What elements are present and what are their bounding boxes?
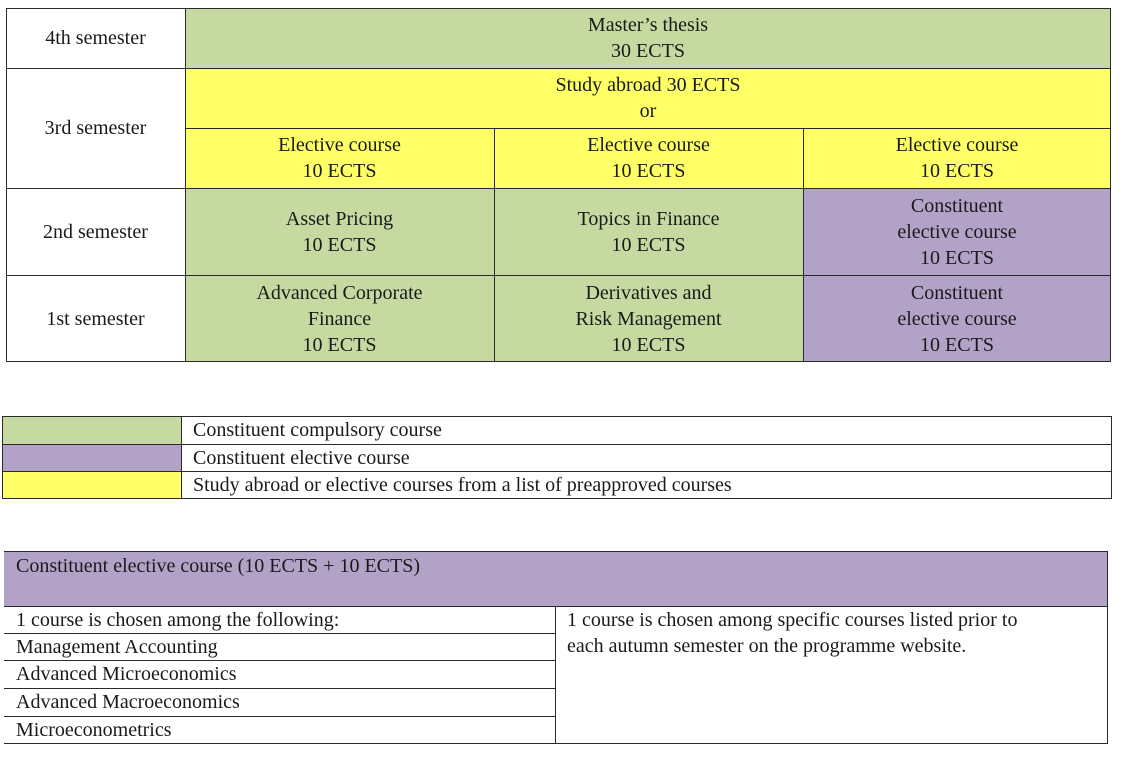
sem1-constituent-elective-cell: Constituent elective course 10 ECTS: [897, 281, 1017, 356]
grid-line: [185, 8, 186, 362]
sem2-constituent-elective-cell: Constituent elective course 10 ECTS: [897, 194, 1017, 269]
elective-course-item: Microeconometrics: [16, 719, 172, 741]
grid-line: [4, 716, 555, 717]
elective-course-cell-1: Elective course 10 ECTS: [278, 134, 401, 182]
elective-course-item: Management Accounting: [16, 635, 218, 658]
topics-in-finance-cell: Topics in Finance 10 ECTS: [577, 207, 720, 256]
grid-line: [1111, 416, 1112, 499]
elective-intro-text: 1 course is chosen among the following:: [16, 608, 340, 631]
legend-table: [2, 416, 1112, 499]
legend-label: Constituent elective course: [193, 446, 410, 469]
semester-label-4: 4th semester: [45, 27, 146, 49]
grid-line: [6, 68, 1111, 69]
legend-label: Study abroad or elective courses from a list of preapproved courses: [193, 474, 732, 496]
grid-line: [4, 606, 1108, 607]
legend-label: Constituent compulsory course: [193, 419, 442, 441]
elective-course-cell-3: Elective course 10 ECTS: [895, 134, 1019, 182]
asset-pricing-cell: Asset Pricing 10 ECTS: [285, 207, 394, 256]
semester-label-2: 2nd semester: [43, 220, 148, 243]
grid-line: [6, 361, 1111, 362]
grid-line: [6, 8, 7, 362]
grid-line: [803, 128, 804, 362]
grid-line: [4, 743, 1108, 744]
study-abroad-title: Study abroad 30 ECTS: [555, 74, 741, 96]
advanced-corporate-finance-cell: Advanced Corporate Finance 10 ECTS: [256, 281, 423, 356]
grid-line: [2, 416, 3, 499]
legend-swatch-yellow: [2, 471, 181, 499]
elective-table-header: Constituent elective course (10 ECTS + 10 ECTS): [16, 555, 420, 577]
thesis-title: Master’s thesis: [587, 14, 709, 36]
grid-line: [494, 128, 495, 362]
grid-line: [2, 471, 1112, 472]
elective-course-item: Advanced Microeconomics: [16, 663, 237, 685]
masters-thesis-cell: [185, 8, 1111, 68]
legend-swatch-purple: [2, 444, 181, 471]
grid-line: [4, 688, 555, 689]
grid-line: [2, 498, 1112, 499]
elective-course-cell-2: Elective course 10 ECTS: [587, 134, 710, 182]
grid-line: [6, 275, 1111, 276]
grid-line: [2, 444, 1112, 445]
grid-line: [1107, 551, 1108, 744]
grid-line: [1110, 8, 1111, 362]
grid-line: [4, 633, 555, 634]
grid-line: [6, 188, 1111, 189]
grid-line: [4, 660, 555, 661]
grid-line: [185, 128, 1111, 129]
grid-line: [4, 551, 1108, 552]
study-abroad-cell: [185, 68, 1111, 128]
study-abroad-or: or: [639, 100, 657, 122]
semester-label-1: 1st semester: [46, 307, 145, 330]
grid-line: [181, 416, 182, 499]
programme-structure-table: [6, 8, 1111, 362]
grid-line: [2, 416, 1112, 417]
semester-label-3: 3rd semester: [44, 117, 147, 139]
grid-line: [6, 8, 1111, 9]
thesis-ects: 30 ECTS: [611, 40, 685, 62]
grid-line: [555, 606, 556, 744]
derivatives-risk-management-cell: Derivatives and Risk Management 10 ECTS: [575, 281, 722, 356]
constituent-elective-table: [4, 551, 1108, 744]
elective-right-description: 1 course is chosen among specific courses listed prior to each autumn semester on the programme website.: [567, 609, 1018, 657]
elective-course-item: Advanced Macroeconomics: [16, 691, 240, 713]
legend-swatch-green: [2, 416, 181, 444]
